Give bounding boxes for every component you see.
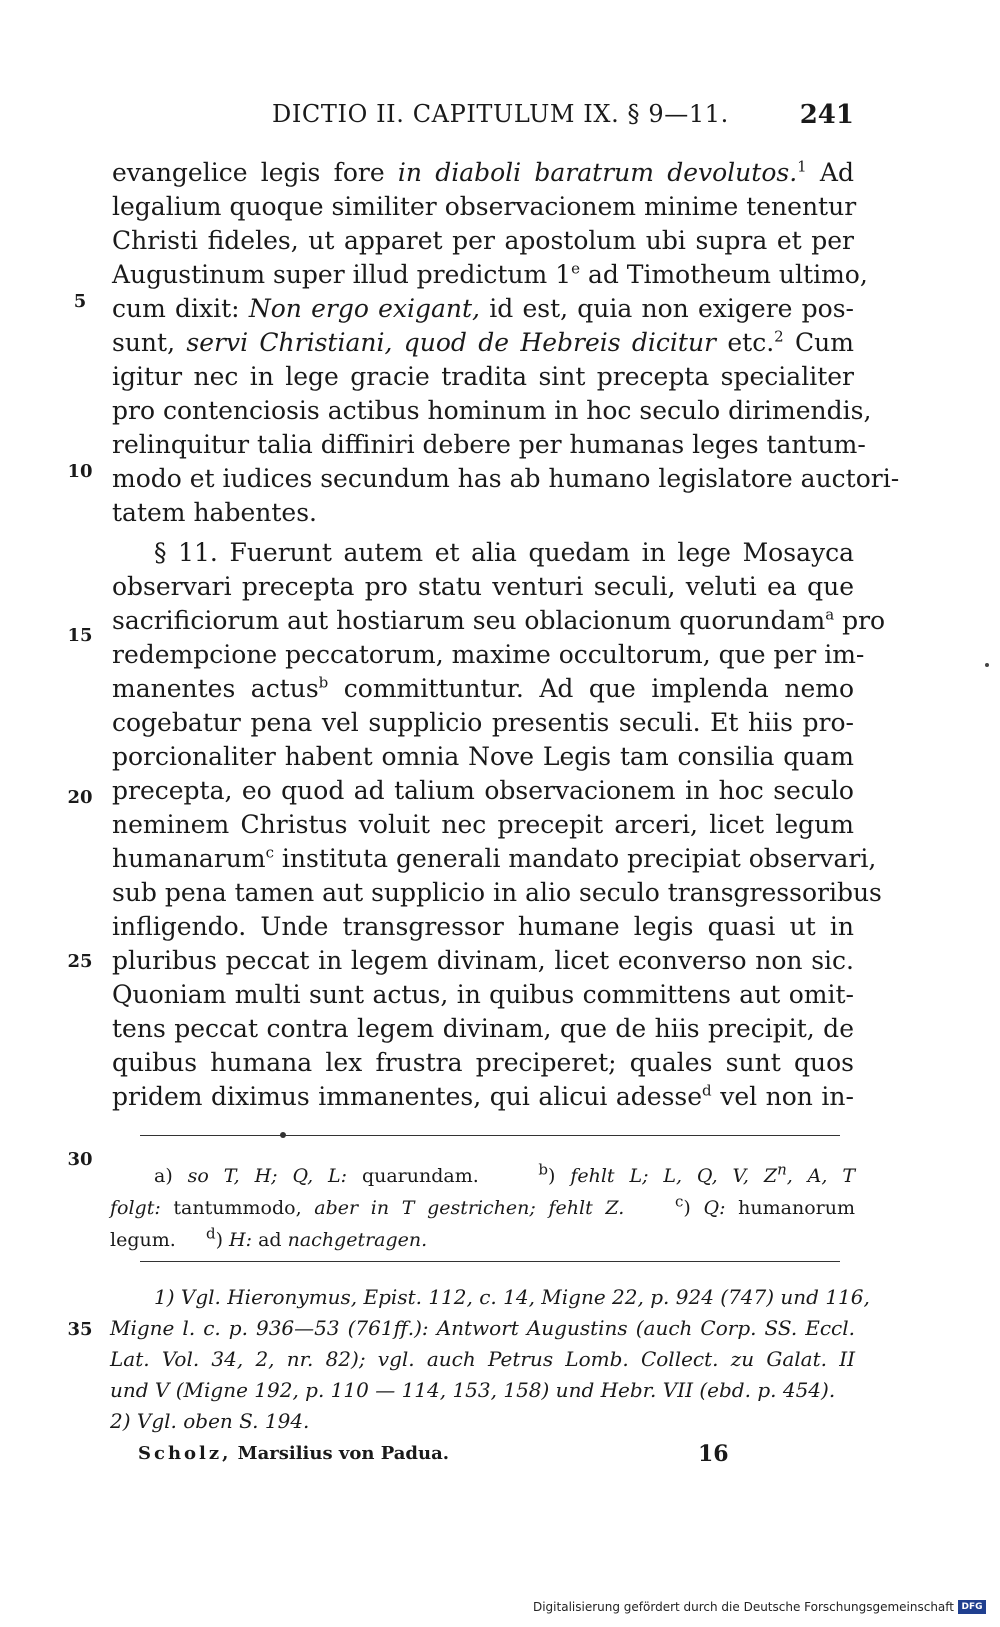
text-line: precepta, eo quod ad talium observacionem in hoc seculo [112,776,854,805]
footnote-line: 1) Vgl. Hieronymus, Epist. 112, c. 14, Migne 22, p. 924 (747) und 116, [154,1285,870,1309]
signature-mark [138,1443,449,1464]
text-line: pridem diximus immanentes, qui alicui adesse$^d$ vel non in- [112,1081,854,1111]
signature-line [138,1443,748,1473]
line-number: 35 [67,1319,93,1340]
apparatus-line: a) so T, H; Q, L: quarundam. $^b$) fehlt L; L, Q, V, $Z^n$, A, T [154,1160,856,1187]
sheet-number: 16 [698,1441,729,1467]
text-line: neminem Christus voluit nec precepit arceri, licet legum [112,810,854,839]
text-line: pro contenciosis actibus hominum in hoc seculo dirimendis, [112,396,872,425]
apparatus-line: folgt: tantummodo, aber in T gestrichen; fehlt Z. $^c$) Q: humanorum [110,1192,855,1219]
line-number: 15 [67,625,93,646]
footnote-line: und V (Migne 192, p. 110 — 114, 153, 158) und Hebr. VII (ebd. p. 454). [110,1378,836,1402]
text-line: humanarum$^c$ instituta generali mandato precipiat observari, [112,843,877,873]
section-heading-line: § 11. Fuerunt autem et alia quedam in lege Mosayca [154,538,854,567]
text-line: manentes actus$^b$ committuntur. Ad que implenda nemo [112,673,854,703]
text-line: observari precepta pro statu venturi seculi, veluti ea que [112,572,854,601]
critical-apparatus [110,1160,855,1256]
text-line: pluribus peccat in legem divinam, licet econverso non sic. [112,946,854,975]
text-line: redempcione peccatorum, maxime occultorum, que per im- [112,640,865,669]
running-head [112,96,854,136]
text-line: cogebatur pena vel supplicio presentis seculi. Et hiis pro- [112,708,854,737]
text-line: porcionaliter habent omnia Nove Legis tam consilia quam [112,742,854,771]
line-number: 5 [73,291,87,312]
footnote-line: 2) Vgl. oben S. 194. [110,1409,310,1433]
text-line: evangelice legis fore in diaboli baratrum devolutos.$^1$ Ad [112,157,854,187]
text-line: Quoniam multi sunt actus, in quibus committens aut omit- [112,980,854,1009]
text-line: modo et iudices secundum has ab humano legislatore auctori- [112,464,900,493]
footnote-line: Migne l. c. p. 936—53 (761ff.): Antwort Augustins (auch Corp. SS. Eccl. [110,1316,855,1340]
line-number: 25 [67,951,93,972]
footnote-line: Lat. Vol. 34, 2, nr. 82); vgl. auch Petrus Lomb. Collect. zu Galat. II [110,1347,855,1371]
apparatus-line: legum. $^d$) H: ad nachgetragen. [110,1224,428,1251]
line-number: 30 [67,1149,93,1170]
line-number: 20 [67,787,93,808]
page-number: 241 [799,100,854,130]
running-title: DICTIO II. CAPITULUM IX. § 9—11. [272,100,729,128]
text-line: tens peccat contra legem divinam, que de hiis precipit, de [112,1014,854,1043]
text-line: cum dixit: Non ergo exigant, id est, quia non exigere pos- [112,294,854,323]
text-line: sunt, servi Christiani, quod de Hebreis dicitur etc.$^2$ Cum [112,327,854,357]
scan-speck [985,663,989,667]
text-line: Augustinum super illud predictum 1e ad Timotheum ultimo, [112,259,868,289]
apparatus-divider [140,1135,840,1136]
digitization-credit [533,1597,986,1617]
text-line: sacrificiorum aut hostiarum seu oblacionum quorundam$^a$ pro [112,605,886,635]
divider-mark [280,1132,286,1138]
text-line: igitur nec in lege gracie tradita sint precepta specialiter [112,362,854,391]
text-line: Christi fideles, ut apparet per apostolum ubi supra et per [112,226,854,255]
text-line: relinquitur talia diffiniri debere per humanas leges tantum- [112,430,866,459]
text-line: tatem habentes. [112,498,317,527]
dfg-logo: DFG [958,1600,986,1614]
text-line: infligendo. Unde transgressor humane legis quasi ut in [112,912,854,941]
text-line: legalium quoque similiter observacionem minime tenentur [112,192,857,221]
signature-author: Scholz, [138,1443,232,1464]
main-text [112,156,900,1114]
digitization-text: Digitalisierung gefördert durch die Deutsche Forschungsgemeinschaft [532,1600,954,1614]
text-line: sub pena tamen aut supplicio in alio seculo transgressoribus [112,878,882,907]
text-line: quibus humana lex frustra preciperet; quales sunt quos [112,1048,854,1077]
footnote-divider [140,1261,840,1262]
line-number: 10 [67,461,93,482]
signature-title: Marsilius von Padua. [237,1443,450,1464]
footnotes [110,1282,870,1437]
